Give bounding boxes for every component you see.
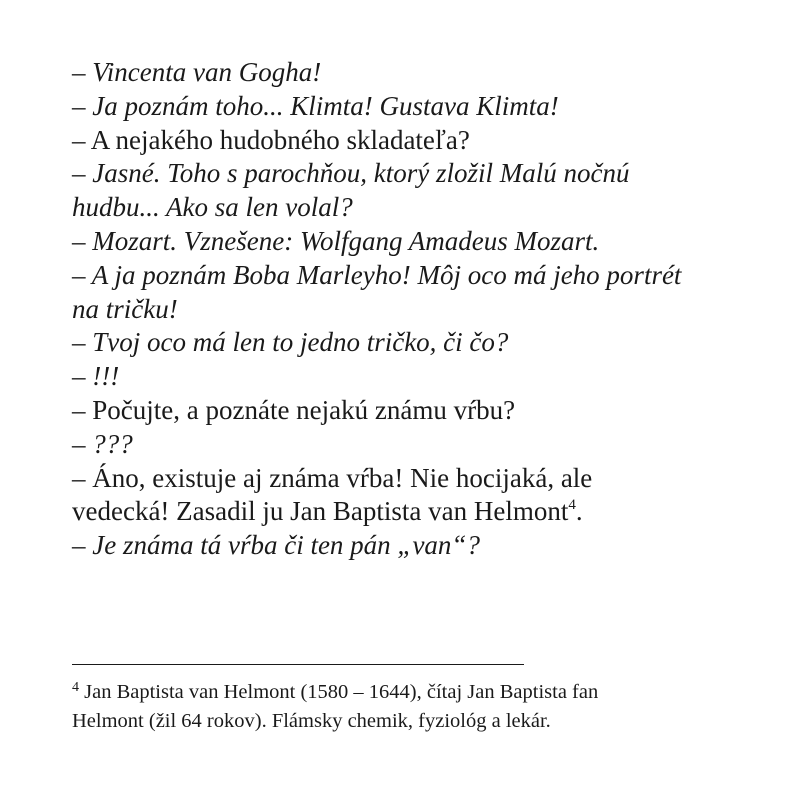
dialogue-line-text: vedecká! Zasadil ju Jan Baptista van Helmont [72, 496, 569, 527]
dialogue-line: – Vincenta van Gogha! [72, 57, 322, 87]
dialogue-line: – Je známa tá vŕba či ten pán „van“? [72, 530, 480, 561]
dialogue-line: – Tvoj oco má len to jedno tričko, či čo? [72, 327, 509, 358]
dialogue-line: – A nejakého hudobného skladateľa? [72, 124, 470, 155]
dialogue-line: – Jasné. Toho s parochňou, ktorý zložil Malú nočnú [72, 158, 630, 189]
dialogue-line: – Áno, existuje aj známa vŕba! Nie hocijaká, ale [72, 462, 593, 493]
dialogue-line: – A ja poznám Boba Marleyho! Môj oco má jeho portrét [72, 259, 682, 290]
dialogue-line: na tričku! [72, 293, 178, 324]
footnote-line [72, 678, 772, 707]
footnote-divider [72, 664, 524, 665]
footnote-text: Jan Baptista van Helmont (1580 – 1644), čítaj Jan Baptista fan [84, 681, 599, 703]
dialogue-line: hudbu... Ako sa len volal? [72, 192, 353, 223]
dialogue-line: – Ja poznám toho... Klimta! Gustava Klimta! [72, 90, 559, 121]
dialogue-block [72, 56, 752, 563]
sentence-end: . [575, 496, 583, 527]
footnote-line: Helmont (žil 64 rokov). Flámsky chemik, fyziológ a lekár. [72, 710, 551, 732]
dialogue-line: – ??? [72, 428, 133, 459]
footnote-reference[interactable]: 4 [568, 497, 576, 514]
footnote-block [72, 678, 772, 736]
footnote-mark: 4 [72, 680, 79, 695]
dialogue-line: – !!! [72, 361, 120, 392]
dialogue-line: – Počujte, a poznáte nejakú známu vŕbu? [72, 394, 516, 425]
dialogue-line-with-footnote [72, 495, 752, 529]
dialogue-line: – Mozart. Vznešene: Wolfgang Amadeus Mozart. [72, 225, 600, 256]
